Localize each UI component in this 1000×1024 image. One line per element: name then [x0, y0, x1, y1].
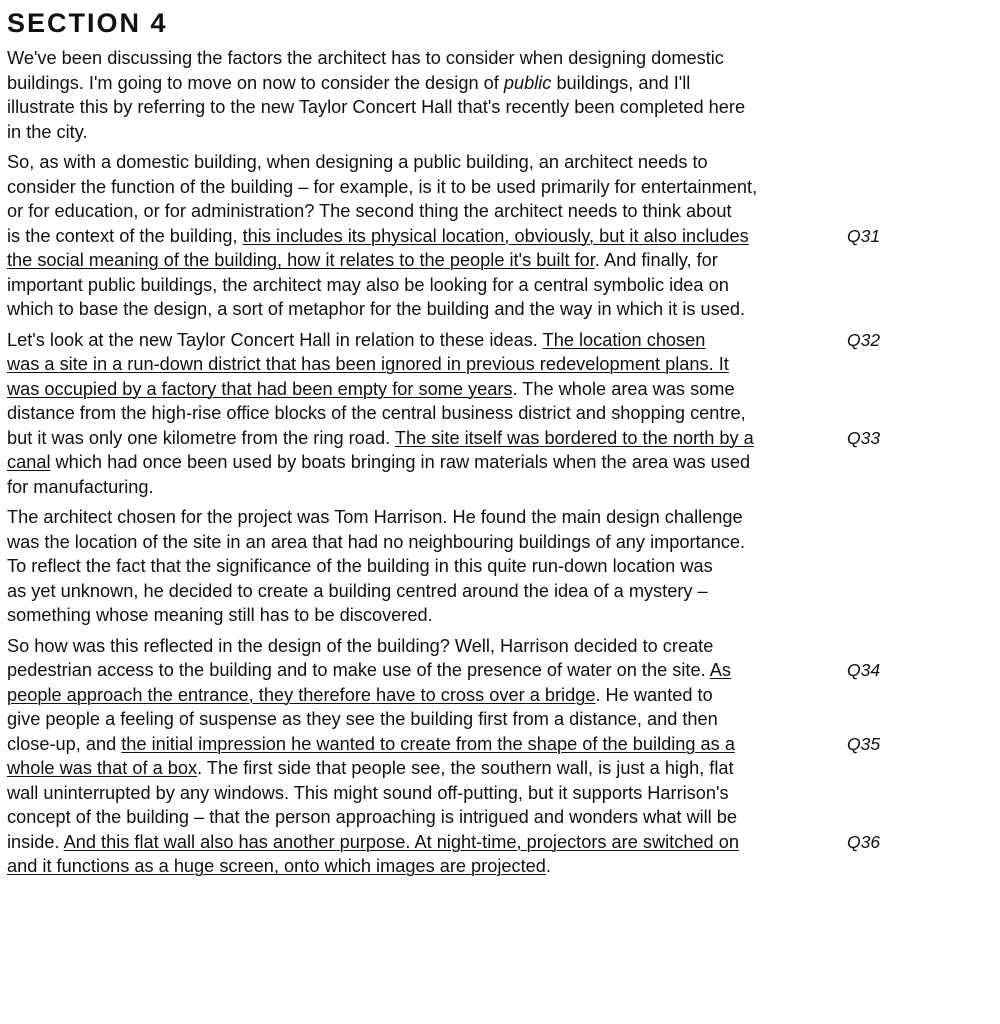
text-line — [7, 297, 992, 322]
underlined-answer-text: this includes its physical location, obviously, but it also includes — [242, 225, 749, 246]
text-segment: pedestrian access to the building and to make use of the presence of water on the site. — [7, 660, 710, 680]
paragraph — [7, 328, 992, 500]
text-segment: wall uninterrupted by any windows. This might sound off-putting, but it supports Harrison's — [7, 782, 729, 803]
text-segment: but it was only one kilometre from the ring road. — [7, 427, 395, 448]
question-number-label: Q31 — [847, 225, 881, 246]
underlined-answer-text: canal — [7, 452, 51, 472]
text-line — [7, 658, 992, 683]
text-segment: in the city. — [7, 121, 88, 142]
text-line — [7, 854, 992, 879]
text-line — [7, 150, 992, 175]
text-segment: . The whole area was some — [512, 378, 735, 399]
underlined-answer-text: whole was that of a box — [7, 758, 198, 778]
text-line — [7, 224, 992, 249]
text-line — [7, 175, 992, 200]
text-line — [7, 634, 992, 659]
text-line — [7, 475, 992, 500]
text-line — [7, 248, 992, 273]
underlined-answer-text: The site itself was bordered to the north by a — [394, 427, 754, 448]
paragraph — [7, 505, 992, 628]
text-segment: Let's look at the new Taylor Concert Hall in relation to these ideas. — [7, 329, 543, 350]
text-line — [7, 756, 992, 781]
underlined-answer-text: The location chosen — [542, 329, 706, 350]
text-line — [7, 530, 992, 555]
text-segment: The architect chosen for the project was Tom Harrison. He found the main design challenge — [7, 507, 743, 527]
text-segment: . He wanted to — [595, 684, 713, 705]
text-line — [7, 805, 992, 830]
text-line — [7, 377, 992, 402]
text-line — [7, 426, 992, 451]
paragraph — [7, 150, 992, 322]
text-segment: for manufacturing. — [7, 476, 154, 497]
text-segment: . The first side that people see, the southern wall, is just a high, flat — [197, 758, 734, 778]
text-line — [7, 683, 992, 708]
text-line — [7, 199, 992, 224]
text-segment: which had once been used by boats bringing in raw materials when the area was used — [50, 452, 751, 472]
underlined-answer-text: the initial impression he wanted to create from the shape of the building as a — [121, 733, 735, 754]
text-line — [7, 603, 992, 628]
text-line — [7, 71, 992, 96]
text-segment: concept of the building – that the person approaching is intrigued and wonders what will be — [7, 807, 737, 827]
question-number-label: Q33 — [847, 427, 881, 448]
text-segment: We've been discussing the factors the architect has to consider when designing domestic — [7, 48, 724, 68]
text-segment: or for education, or for administration? The second thing the architect needs to think about — [7, 201, 732, 221]
underlined-answer-text: people approach the entrance, they therefore have to cross over a bridge — [7, 684, 596, 705]
text-segment: To reflect the fact that the significance of the building in this quite run-down location was — [7, 556, 713, 576]
text-segment: give people a feeling of suspense as they see the building first from a distance, and then — [7, 709, 718, 729]
underlined-answer-text: was a site in a run-down district that has been ignored in previous redevelopment plans. It — [7, 354, 729, 374]
document-page — [7, 6, 992, 879]
text-segment: important public buildings, the architect may also be looking for a central symbolic idea on — [7, 274, 729, 295]
underlined-answer-text: As — [709, 660, 731, 680]
section-title: SECTION 4 — [7, 8, 168, 38]
text-line — [7, 830, 992, 855]
underlined-answer-text: was occupied by a factory that had been empty for some years — [7, 378, 513, 399]
document-body — [7, 46, 992, 879]
text-segment: consider the function of the building – for example, is it to be used primarily for entertainment, — [7, 176, 758, 197]
text-segment: buildings. I'm going to move on now to consider the design of — [7, 72, 504, 93]
text-segment: as yet unknown, he decided to create a building centred around the idea of a mystery – — [7, 580, 708, 601]
text-segment: distance from the high-rise office blocks of the central business district and shopping centre, — [7, 403, 746, 423]
text-line — [7, 554, 992, 579]
underlined-answer-text: the social meaning of the building, how it relates to the people it's built for — [7, 250, 595, 270]
text-segment: illustrate this by referring to the new Taylor Concert Hall that's recently been completed here — [7, 97, 746, 117]
text-line — [7, 120, 992, 145]
text-segment: close-up, and — [7, 733, 122, 754]
text-line — [7, 450, 992, 475]
text-segment: So, as with a domestic building, when designing a public building, an architect needs to — [7, 152, 708, 172]
paragraph — [7, 634, 992, 879]
text-line — [7, 707, 992, 732]
text-segment: So how was this reflected in the design of the building? Well, Harrison decided to create — [7, 635, 714, 656]
text-line — [7, 273, 992, 298]
text-segment: is the context of the building, — [7, 225, 243, 246]
text-line — [7, 328, 992, 353]
text-line — [7, 95, 992, 120]
paragraph — [7, 46, 992, 144]
text-segment: buildings, and I'll — [551, 72, 691, 93]
text-line — [7, 46, 992, 71]
text-line — [7, 352, 992, 377]
text-line — [7, 505, 992, 530]
text-line — [7, 781, 992, 806]
text-segment: . And finally, for — [594, 250, 718, 270]
underlined-answer-text: And this flat wall also has another purpose. At night-time, projectors are switched on — [63, 831, 739, 852]
text-line — [7, 401, 992, 426]
question-number-label: Q36 — [847, 831, 881, 852]
text-segment: . — [545, 856, 551, 876]
text-segment: something whose meaning still has to be discovered. — [7, 605, 433, 625]
text-line — [7, 579, 992, 604]
text-segment: inside. — [7, 831, 64, 852]
text-segment: which to base the design, a sort of metaphor for the building and the way in which it is used. — [7, 299, 746, 319]
italic-text: public — [503, 72, 552, 93]
underlined-answer-text: and it functions as a huge screen, onto which images are projected — [7, 856, 546, 876]
text-segment: was the location of the site in an area that had no neighbouring buildings of any importance. — [7, 531, 746, 552]
question-number-label: Q34 — [847, 660, 881, 680]
question-number-label: Q35 — [847, 733, 881, 754]
question-number-label: Q32 — [847, 329, 881, 350]
text-line — [7, 732, 992, 757]
